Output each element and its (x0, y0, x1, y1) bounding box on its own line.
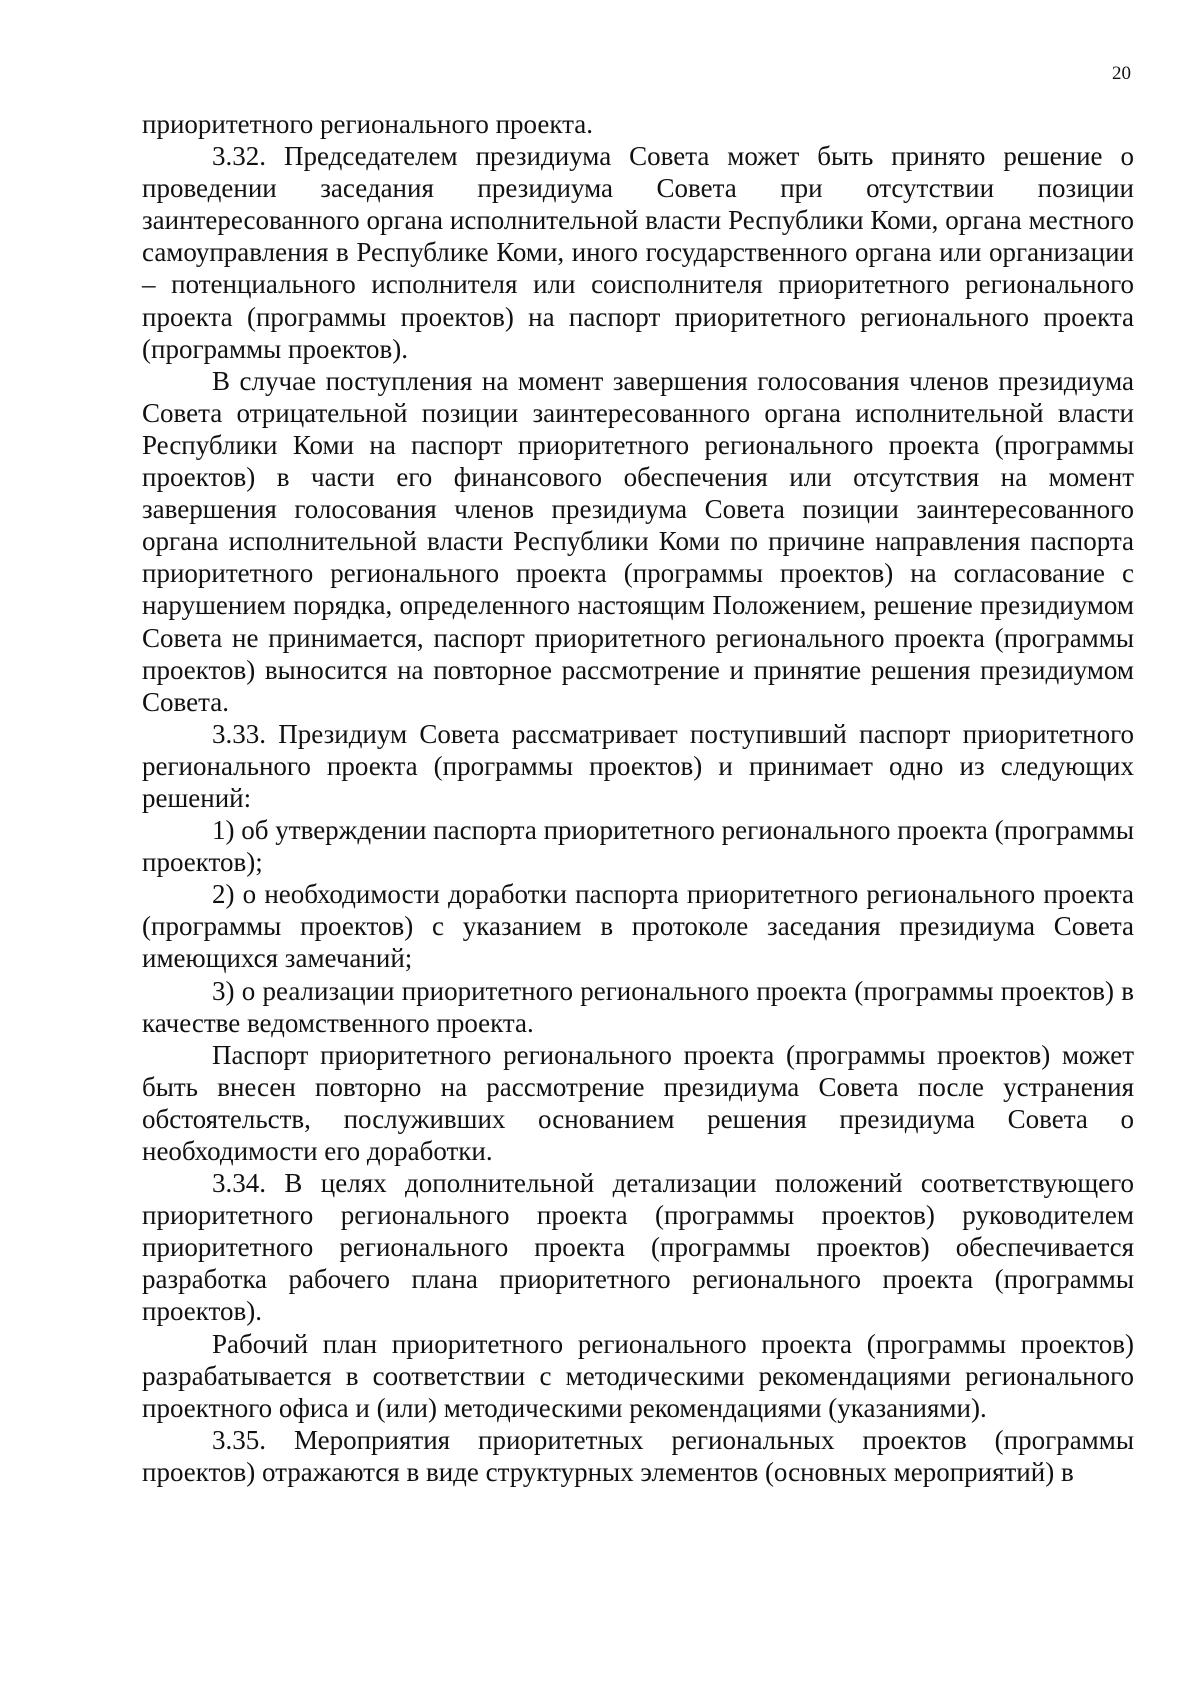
paragraph-resubmission: Паспорт приоритетного регионального проекта (программы проектов) может быть внесен повторно на рассмотрение президиума Совета после устранения обстоятельств, послуживших основанием решения президиума Совета о необходимости его доработки. (142, 1039, 1134, 1166)
list-item-1: 1) об утверждении паспорта приоритетного регионального проекта (программы проектов); (142, 815, 1134, 878)
paragraph-work-plan: Рабочий план приоритетного регионального проекта (программы проектов) разрабатывается в соответствии с методическими рекомендациями регионального проектного офиса и (или) методическими рекомендациями (указаниями). (142, 1328, 1134, 1423)
paragraph-3-33: 3.33. Президиум Совета рассматривает поступивший паспорт приоритетного регионального проекта (программы проектов) и принимает одно из следующих решений: (142, 718, 1134, 813)
page-number: 20 (1112, 63, 1131, 84)
paragraph-3-35: 3.35. Мероприятия приоритетных региональных проектов (программы проектов) отражаются в виде структурных элементов (основных мероприятий) в (142, 1424, 1134, 1487)
paragraph-negative-position: В случае поступления на момент завершения голосования членов президиума Совета отрицательной позиции заинтересованного органа исполнительной власти Республики Коми на паспорт приоритетного регионального проекта (программы проектов) в части его финансового обеспечения или отсутствия на момент завершения голосования членов президиума Совета позиции заинтересованного органа исполнительной власти Республики Коми по причине направления паспорта приоритетного регионального проекта (программы проектов) на согласование с нарушением порядка, определенного настоящим Положением, решение президиумом Совета не принимается, паспорт приоритетного регионального проекта (программы проектов) выносится на повторное рассмотрение и принятие решения президиумом Совета. (142, 365, 1134, 717)
list-item-3: 3) о реализации приоритетного регионального проекта (программы проектов) в качестве ведомственного проекта. (142, 975, 1134, 1038)
list-item-2: 2) о необходимости доработки паспорта приоритетного регионального проекта (программы проектов) с указанием в протоколе заседания президиума Совета имеющихся замечаний; (142, 879, 1134, 974)
paragraph-3-32: 3.32. Председателем президиума Совета может быть принято решение о проведении заседания президиума Совета при отсутствии позиции заинтересованного органа исполнительной власти Республики Коми, органа местного самоуправления в Республике Коми, иного государственного органа или организации – потенциального исполнителя или соисполнителя приоритетного регионального проекта (программы проектов) на паспорт приоритетного регионального проекта (программы проектов). (142, 141, 1134, 364)
paragraph-3-34: 3.34. В целях дополнительной детализации положений соответствующего приоритетного регионального проекта (программы проектов) руководителем приоритетного регионального проекта (программы проектов) обеспечивается разработка рабочего плана приоритетного регионального проекта (программы проектов). (142, 1168, 1134, 1327)
paragraph-continuation: приоритетного регионального проекта. (142, 109, 593, 139)
document-body (142, 108, 1134, 1488)
